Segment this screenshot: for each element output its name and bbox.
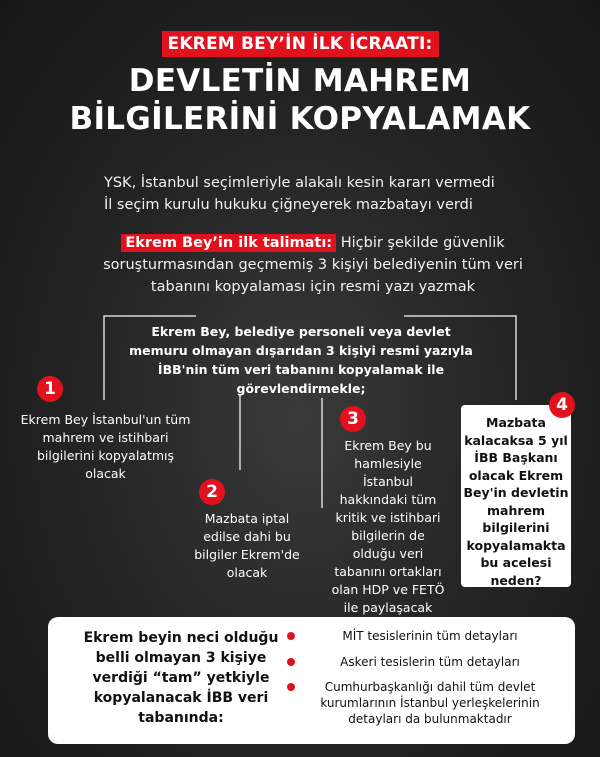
point-1-text: Ekrem Bey İstanbul'un tüm mahrem ve istihbari bilgilerini kopyalatmış olacak [20,412,191,481]
bullet-dot-icon [287,658,295,666]
point-3-text: Ekrem Bey bu hamlesiyle İstanbul hakkındaki tüm kritik ve istihbari bilgilerin de olduğu veri tabanını ortakları olan HDP ve FETÖ ile paylaşacak [331,438,445,615]
lead-line-1: YSK, İstanbul seçimleriyle alakalı kesin kararı vermedi [104,175,495,191]
point-4-text: Mazbata kalacaksa 5 yıl İBB Başkanı olacak Ekrem Bey'in devletin mahrem bilgilerini kopyalamakta bu acelesi neden? [463,415,569,588]
number-badge-1: 1 [37,376,63,402]
lead-line-2: İl seçim kurulu hukuku çiğneyerek mazbatayı verdi [104,197,473,213]
detail-item [300,628,560,644]
bullet-dot-icon [287,683,295,691]
mission-statement: Ekrem Bey, belediye personeli veya devlet memuru olmayan dışarıdan 3 kişiyi resmi yazıyla İBB'nin tüm veri tabanını kopyalamak ile görevlendirmekle; [129,324,473,396]
bullet-dot-icon [287,632,295,640]
number-badge-3: 3 [340,406,366,432]
headline-line-2: BİLGİLERİNİ KOPYALAMAK [69,101,531,137]
detail-item [300,654,560,670]
number-badge-2: 2 [199,479,225,505]
number-badge-4: 4 [549,392,575,418]
detail-item [300,679,560,727]
kicker-text: EKREM BEY’İN İLK İCRAATI: [162,31,439,57]
instruction-tag: Ekrem Bey’in ilk talimatı: [121,234,336,252]
detail-text: Cumhurbaşkanlığı dahil tüm devlet kurumlarının İstanbul yerleşkelerinin detayları da bulunmaktadır [320,680,540,726]
instruction-text: Hiçbir şekilde güvenlik soruşturmasından geçmemiş 3 kişiyi belediyenin tüm veri tabanını kopyalaması için resmi yazı yazmak [103,235,523,295]
headline-line-1: DEVLETİN MAHREM [128,63,472,99]
detail-text: Askeri tesislerin tüm detayları [340,655,520,669]
point-2-text: Mazbata iptal edilse dahi bu bilgiler Ekrem'de olacak [194,511,300,580]
point-4-box [461,405,571,587]
detail-text: MİT tesislerinin tüm detayları [342,629,518,643]
summary-lead: Ekrem beyin neci olduğu belli olmayan 3 kişiye verdiği “tam” yetkiyle kopyalanacak İBB veri tabanında: [83,630,279,726]
